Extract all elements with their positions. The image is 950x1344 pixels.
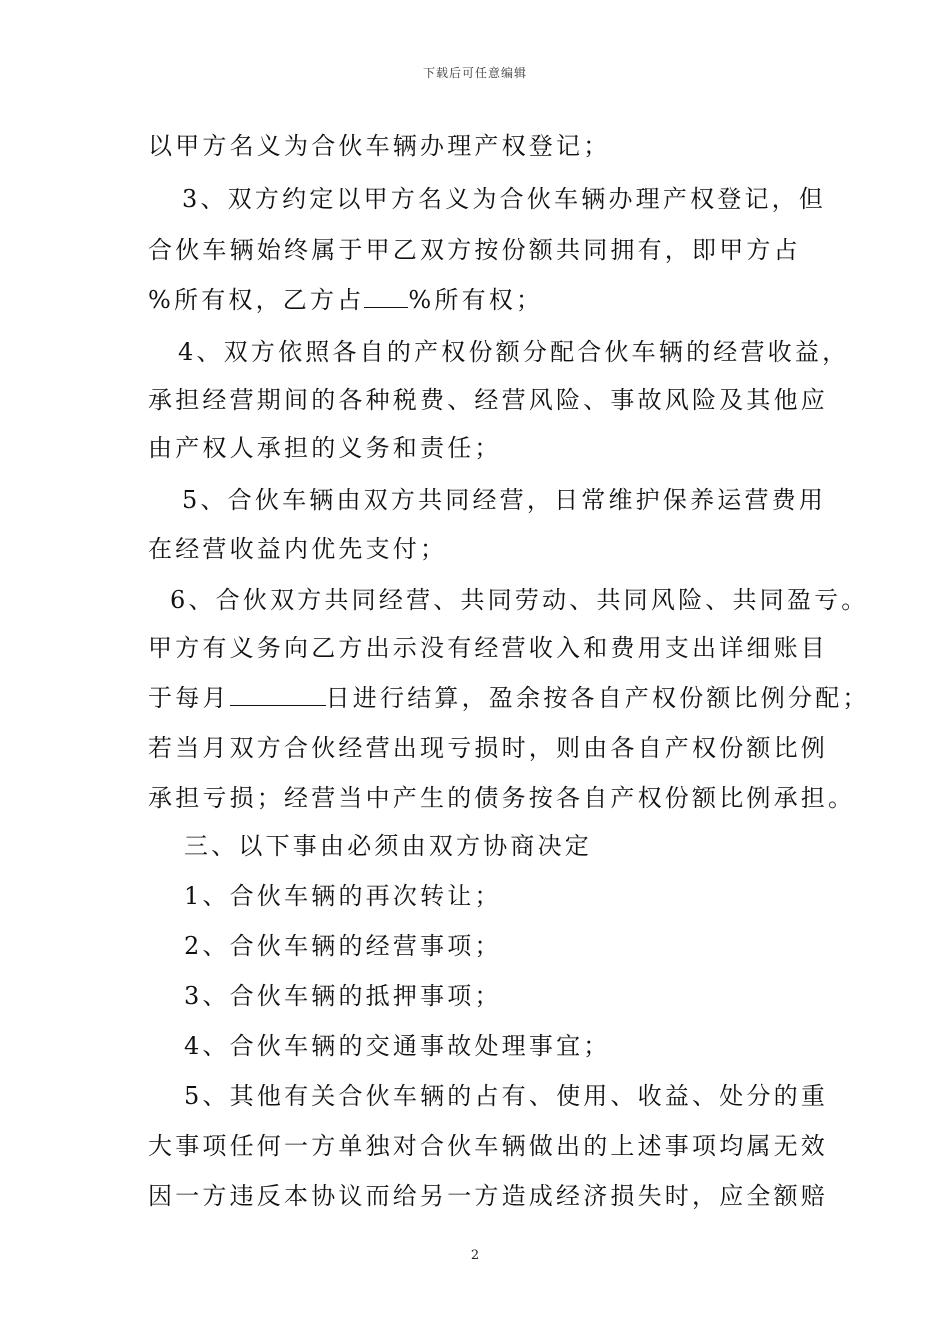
paragraph-line: 以甲方名义为合伙车辆办理产权登记； <box>148 132 611 160</box>
line-text-after-blank: %所有权； <box>408 286 544 314</box>
line-text-before-blank: %所有权，乙方占 <box>148 286 365 314</box>
paragraph-line: 3、双方约定以甲方名义为合伙车辆办理产权登记，但 <box>182 185 827 213</box>
paragraph-line: 5、其他有关合伙车辆的占有、使用、收益、处分的重 <box>184 1082 829 1110</box>
fill-blank-line <box>364 285 408 308</box>
paragraph-line <box>0 682 950 714</box>
list-item: 2、合伙车辆的经营事项； <box>184 932 502 960</box>
page-header: 下载后可任意编辑 <box>422 66 527 80</box>
paragraph-line: 5、合伙车辆由双方共同经营，日常维护保养运营费用 <box>182 486 827 514</box>
paragraph-line: 因一方违反本协议而给另一方造成经济损失时，应全额赔 <box>148 1182 828 1210</box>
paragraph-line: 甲方有义务向乙方出示没有经营收入和费用支出详细账目 <box>148 634 828 662</box>
line-text-after-blank: 日进行结算，盈余按各自产权份额比例分配； <box>325 684 870 712</box>
line-text-before-blank: 于每月 <box>148 684 230 712</box>
paragraph-line <box>0 284 950 316</box>
paragraph-line: 若当月双方合伙经营出现亏损时，则由各自产权份额比例 <box>148 734 828 762</box>
page-number: 2 <box>470 1248 480 1263</box>
paragraph-line: 承担经营期间的各种税费、经营风险、事故风险及其他应 <box>148 386 828 414</box>
list-item: 3、合伙车辆的抵押事项； <box>184 982 502 1010</box>
paragraph-line: 大事项任何一方单独对合伙车辆做出的上述事项均属无效 <box>148 1132 828 1160</box>
paragraph-line: 6、合伙双方共同经营、共同劳动、共同风险、共同盈亏。 <box>170 586 869 614</box>
paragraph-line: 由产权人承担的义务和责任； <box>148 434 502 462</box>
list-item: 1、合伙车辆的再次转让； <box>184 882 502 910</box>
section-heading: 三、以下事由必须由双方协商决定 <box>184 832 592 860</box>
fill-blank-line <box>230 683 326 706</box>
list-item: 4、合伙车辆的交通事故处理事宜； <box>184 1032 611 1060</box>
paragraph-line: 合伙车辆始终属于甲乙双方按份额共同拥有，即甲方占 <box>148 236 801 264</box>
paragraph-line: 4、双方依照各自的产权份额分配合伙车辆的经营收益， <box>178 338 850 366</box>
paragraph-line: 承担亏损；经营当中产生的债务按各自产权份额比例承担。 <box>148 784 856 812</box>
paragraph-line: 在经营收益内优先支付； <box>148 535 448 563</box>
